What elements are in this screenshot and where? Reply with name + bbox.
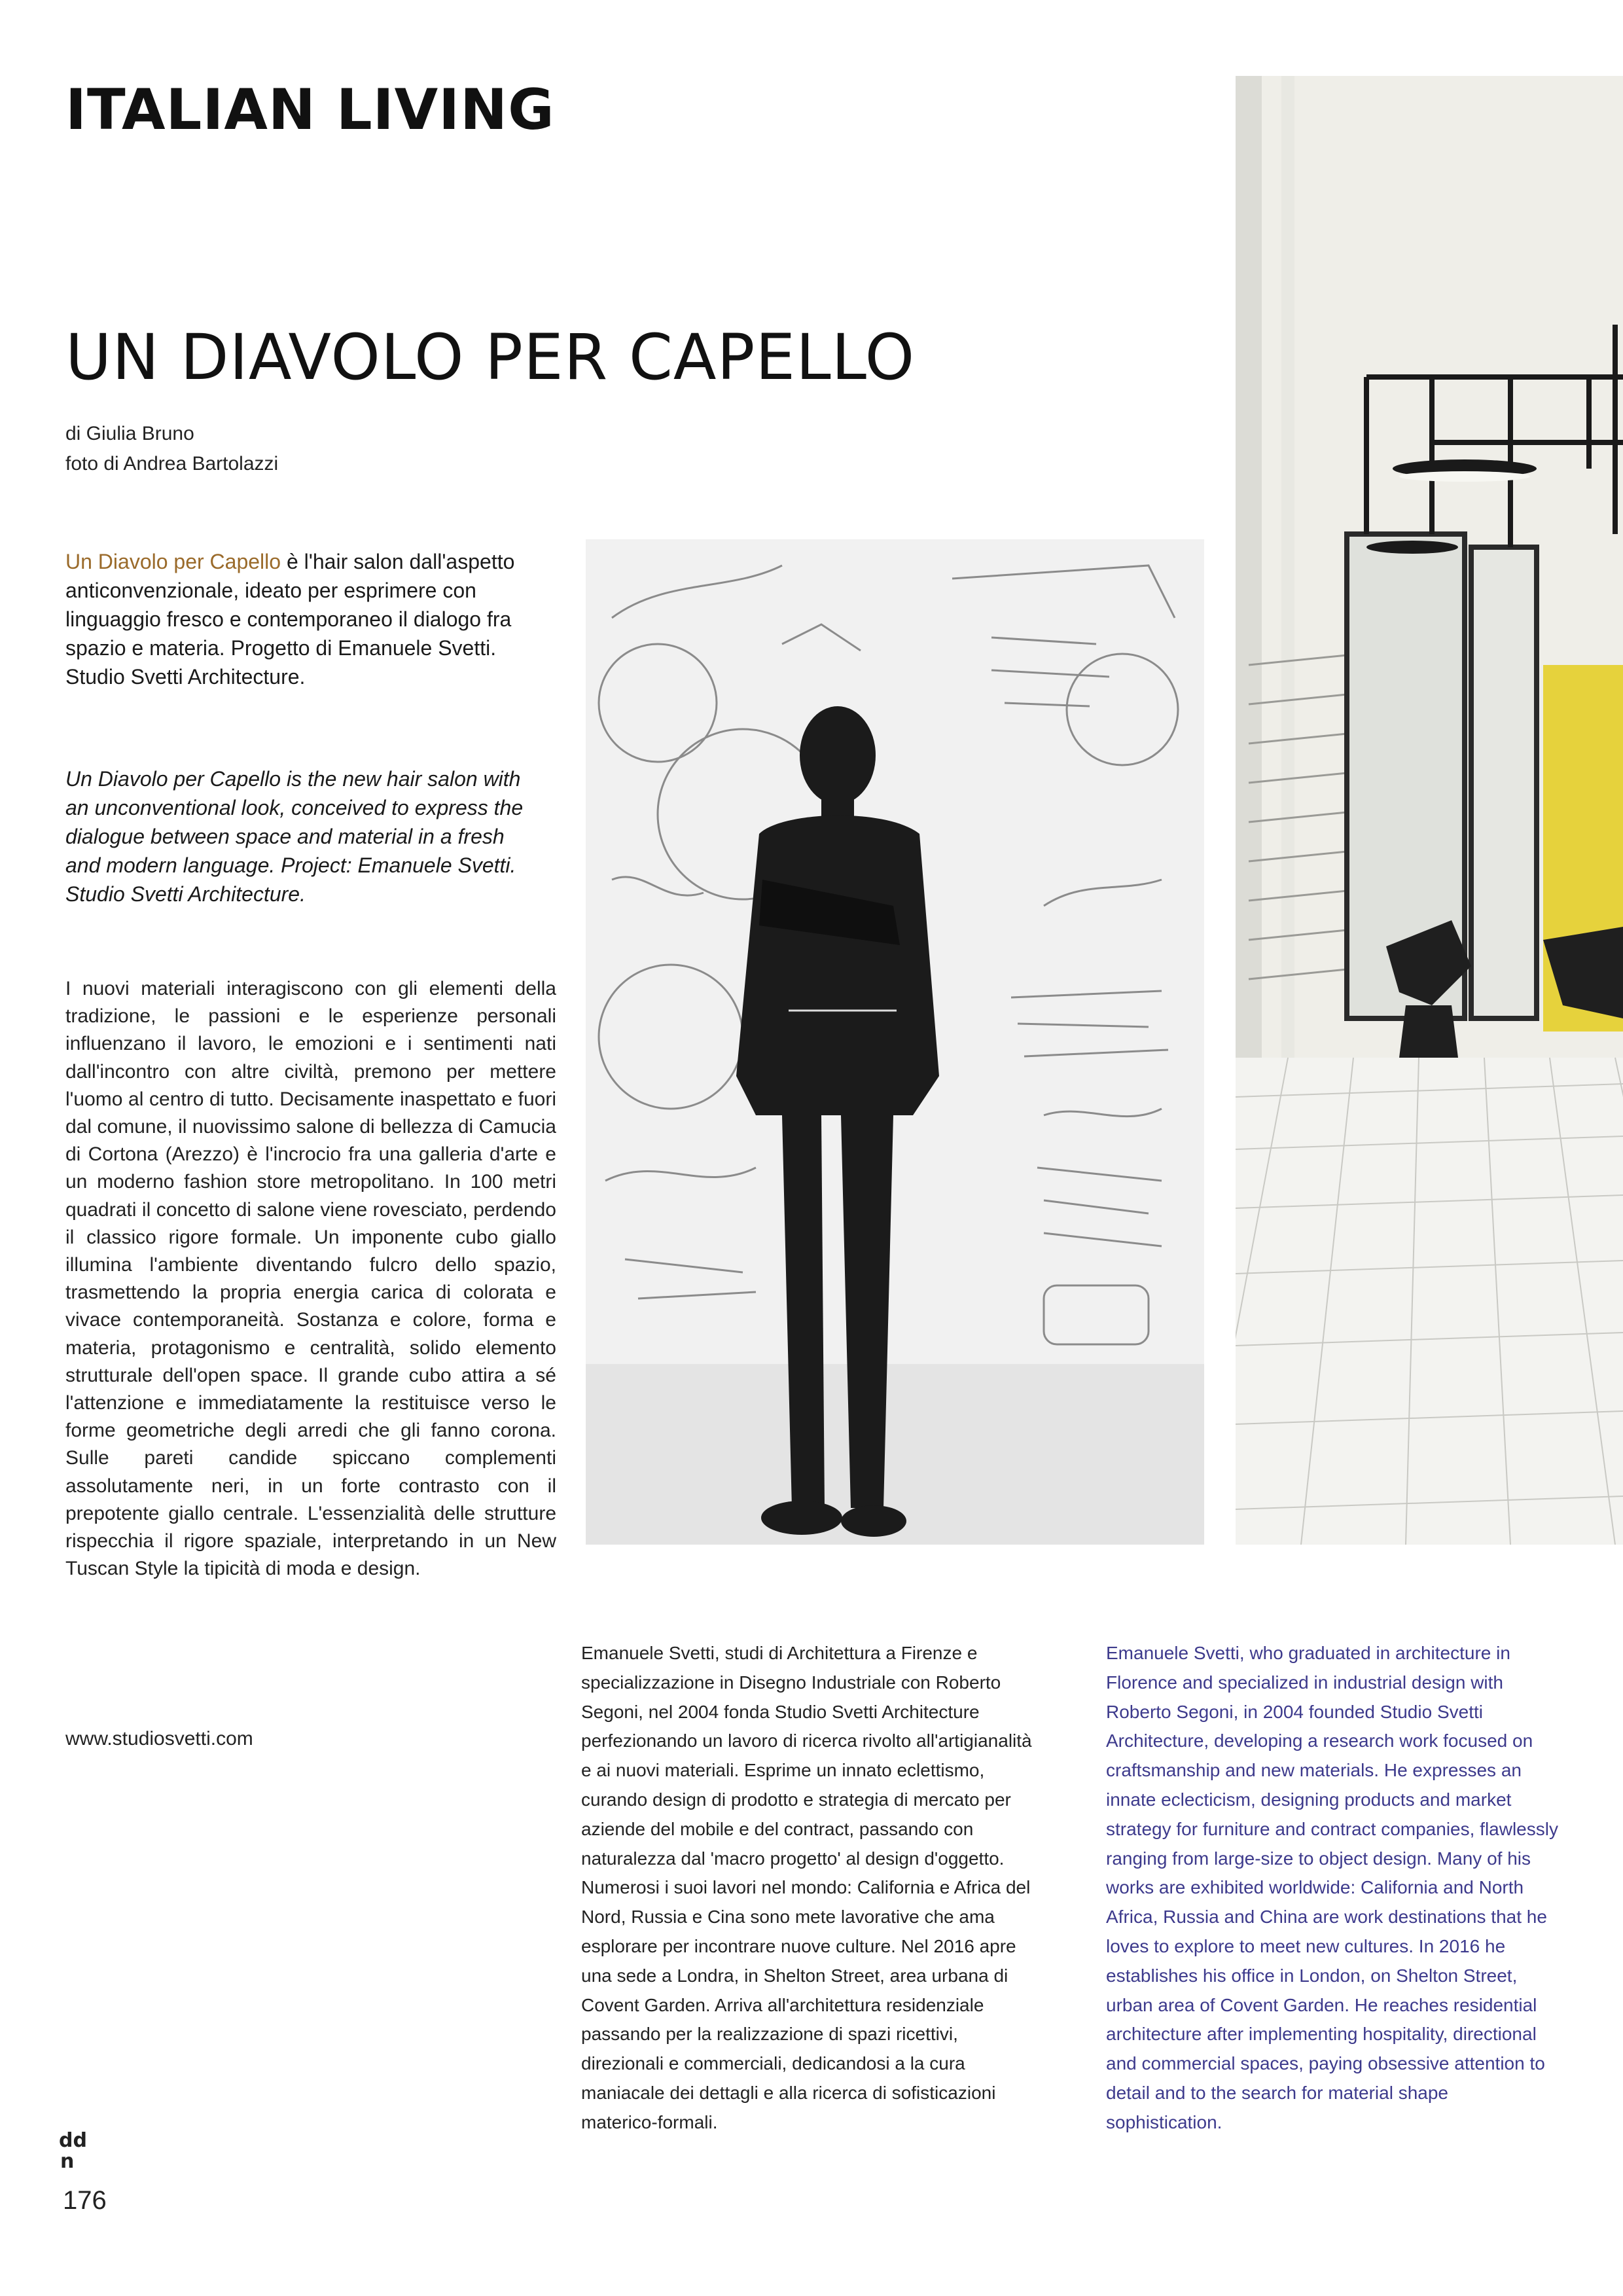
bio-italian: Emanuele Svetti, studi di Architettura a Firenze e specializzazione in Disegno Industriale con Roberto Segoni, nel 2004 fonda Studio Svetti Architecture perfezionando un lavoro di ricerca rivolto all'artigianalità e ai nuovi materiali. Esprime un innato eclettismo, curando design di prodotto e strategia di mercato per aziende del mobile e del contract, passando con naturalezza dal 'macro progetto' al design d'oggetto. Numerosi i suoi lavori nel mondo: California e Africa del Nord, Russia e Cina sono mete lavorative che ama esplorare per incontrare nuove culture. Nel 2016 apre una sede a Londra, in Shelton Street, area urbana di Covent Garden. Arriva all'architettura residenziale passando per la realizzazione di spazi ricettivi, direzionali e commerciali, dedicandosi a la cura maniacale dei dettagli e alla ricerca di sofisticazioni materico-formali. [581, 1643, 1032, 2132]
designer-portrait-photo [586, 539, 1204, 1545]
author-credit: di Giulia Bruno [65, 423, 194, 444]
section-title: ITALIAN LIVING [65, 77, 555, 143]
svg-text:dd: dd [59, 2129, 87, 2152]
page-number: 176 [63, 2186, 107, 2215]
article-credits [65, 419, 278, 479]
salon-interior-photo [1236, 76, 1623, 1545]
magazine-logo [58, 2127, 103, 2176]
intro-english: Un Diavolo per Capello is the new hair salon with an unconventional look, conceived to express the dialogue between space and material in a fresh and modern language. Project: Emanuele Svetti. Studio Svetti Architecture. [65, 767, 524, 906]
bio-english: Emanuele Svetti, who graduated in architecture in Florence and specialized in industrial design with Roberto Segoni, in 2004 founded Studio Svetti Architecture, developing a research work focused on craftsmanship and new materials. He expresses an innate eclecticism, designing products and market strategy for furniture and contract companies, flawlessly ranging from large-size to object design. Many of his works are exhibited worldwide: California and North Africa, Russia and China are work destinations that he loves to explore to meet new cultures. In 2016 he establishes his office in London, on Shelton Street, urban area of Covent Garden. He reaches residential architecture after implementing hospitality, directional and commercial spaces, paying obsessive attention to detail and to the search for material shape sophistication. [1106, 1643, 1558, 2132]
photo-credit: foto di Andrea Bartolazzi [65, 453, 279, 475]
intro-italian [65, 547, 537, 691]
interior-illustration [1236, 76, 1623, 1545]
body-italian: I nuovi materiali interagiscono con gli elementi della tradizione, le passioni e le esperienze personali influenzano il lavoro, le emozioni e i sentimenti nati dall'incontro con altre civiltà, premono per mettere l'uomo al centro di tutto. Decisamente inaspettato e fuori dal comune, il nuovissimo salone di bellezza di Camucia di Cortona (Arezzo) è l'incrocio fra una galleria d'arte e un moderno fashion store metropolitano. In 100 metri quadrati il concetto di salone viene rovesciato, perdendo il classico rigore formale. Un imponente cubo giallo illumina l'ambiente diventando fulcro dello spazio, trasmettendo la propria energia carica di colorata e vivace contemporaneità. Sostanza e colore, forma e materia, protagonismo e centralità, solido elemento strutturale dell'open space. Il grande cubo attira a sé l'attenzione e immediatamente la restituisce verso le forme geometriche degli arredi che gli fanno corona. Sulle pareti candide spiccano complementi assolutamente neri, in un forte contrasto con il prepotente giallo centrale. L'essenzialità delle strutture rispecchia il rigore spaziale, interpretando in un New Tuscan Style la tipicità di moda e design. [65, 978, 556, 1580]
ddn-logo-mark [58, 2127, 103, 2173]
intro-lead: Un Diavolo per Capello [65, 550, 281, 573]
website-link[interactable]: www.studiosvetti.com [65, 1728, 253, 1749]
portrait-illustration [586, 539, 1204, 1545]
intro-italian-text: è l'hair salon dall'aspetto anticonvenzionale, ideato per esprimere con linguaggio fresco e contemporaneo il dialogo fra spazio e materia. Progetto di Emanuele Svetti. Studio Svetti Architecture. [65, 550, 515, 689]
svg-text:n: n [60, 2150, 75, 2173]
article-title: UN DIAVOLO PER CAPELLO [65, 321, 916, 394]
